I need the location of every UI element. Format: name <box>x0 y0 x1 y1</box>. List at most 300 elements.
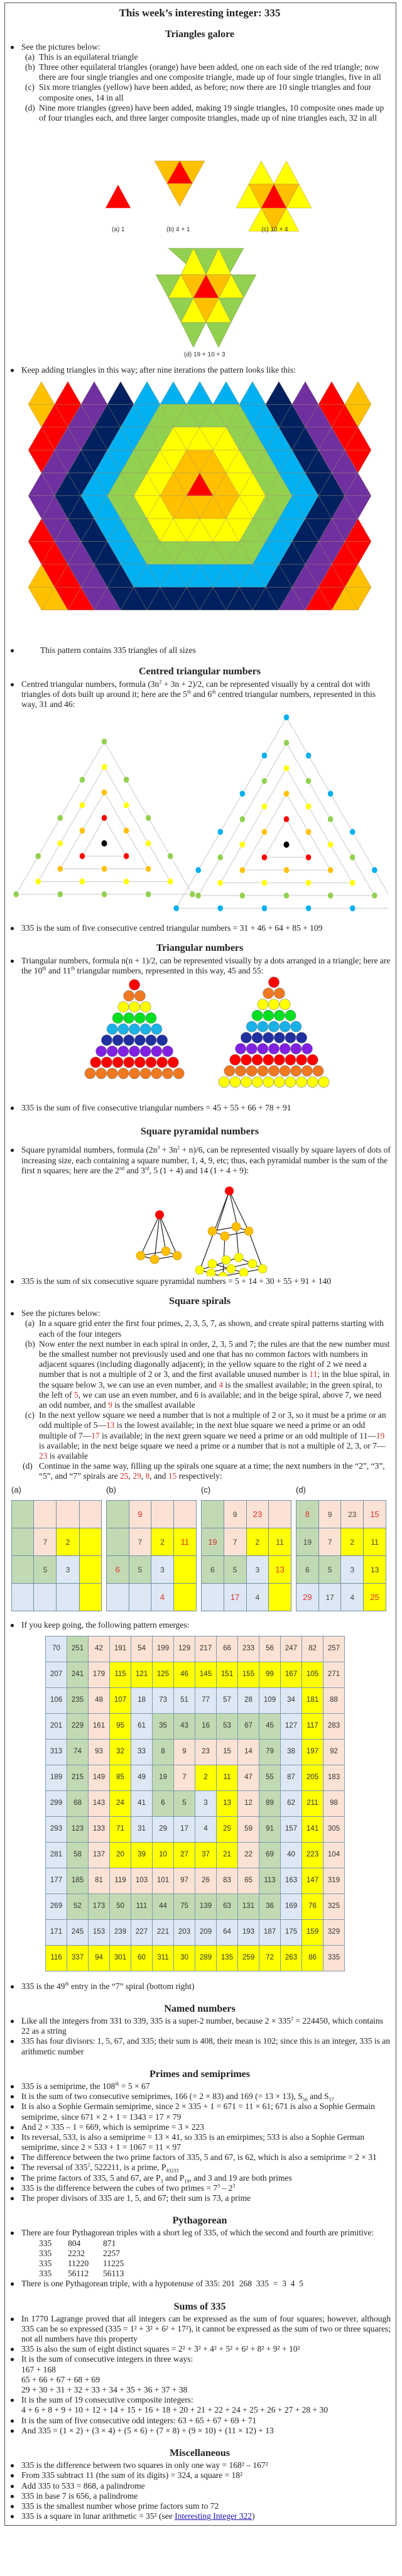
grid-cell: 22 <box>238 1842 259 1868</box>
grid-cell: 72 <box>259 1945 281 1971</box>
pyramid-figure <box>11 1176 388 1276</box>
centred-fact-list <box>9 923 391 933</box>
grid-cell: 74 <box>67 1739 89 1765</box>
triple-value: 335 <box>39 2248 52 2258</box>
grid-cell: 159 <box>302 1919 323 1945</box>
text: – 2 <box>220 2183 233 2193</box>
grid-cell: 133 <box>89 1816 110 1842</box>
centred-dots-icon <box>11 710 388 923</box>
grid-cell <box>269 1584 291 1611</box>
heading-named-numbers: Named numbers <box>164 2003 236 2014</box>
intro-text: See the pictures below: <box>21 1308 100 1318</box>
list-item: 335 is the smallest number whose prime factors sum to 72 <box>9 2501 391 2511</box>
triple-value: 804 <box>68 2238 81 2248</box>
spirals-list <box>9 1308 391 1481</box>
grid-cell: 86 <box>302 1945 323 1971</box>
grid-cell <box>173 1584 196 1611</box>
grid-cell: 235 <box>67 1687 89 1713</box>
triple-row <box>39 2249 391 2259</box>
article <box>4 3 396 2526</box>
triangle-d-icon <box>11 239 388 353</box>
grid-cell: 66 <box>217 1636 238 1662</box>
grid-cell: 68 <box>67 1790 89 1816</box>
text: respectively: <box>177 1471 222 1481</box>
text: + 3n + 2)/2, can be represented visually by a central dot with triangles of dots built up around it; here are the 5 <box>21 679 370 699</box>
grid-cell: 83 <box>217 1868 238 1894</box>
triple-row <box>39 2239 391 2249</box>
triangle-pattern-icon <box>11 375 388 645</box>
grid-cell: 21 <box>217 1842 238 1868</box>
text: Square pyramidal numbers, formula (2n <box>21 1145 158 1155</box>
list-item <box>9 1308 391 1481</box>
grid-cell: 151 <box>217 1662 238 1687</box>
step-label: (c) <box>25 82 35 92</box>
text: It is the sum of two consecutive semiprimes, 166 (= 2 × 83) and 169 (= 13 × 13), S <box>21 2091 303 2102</box>
spiral-example-a <box>11 1485 102 1611</box>
grid-cell: 207 <box>46 1662 67 1687</box>
list-item: 335 is the sum of six consecutive square pyramidal numbers = 5 + 14 + 30 + 55 + 91 + 140 <box>9 1276 391 1286</box>
list-item <box>9 2511 391 2521</box>
grid-cell: 209 <box>195 1919 217 1945</box>
list-item <box>9 2173 391 2183</box>
triangles-list <box>9 42 391 124</box>
text: + 3n <box>160 1145 178 1155</box>
grid-cell: 143 <box>89 1790 110 1816</box>
list-item <box>9 1145 391 1176</box>
grid-cell: 64 <box>217 1919 238 1945</box>
grid-cell <box>173 1556 196 1584</box>
heading-sums: Sums of 335 <box>173 2301 226 2312</box>
grid-cell: 5 <box>318 1556 341 1584</box>
highlight-number: 25 <box>119 1471 129 1481</box>
grid-cell: 57 <box>217 1687 238 1713</box>
text: The reversal of 335 <box>21 2162 88 2173</box>
grid-cell: 283 <box>323 1713 345 1739</box>
grid-cell: 37 <box>195 1842 217 1868</box>
grid-cell: 42 <box>89 1636 110 1662</box>
grid-cell: 25 <box>364 1584 386 1611</box>
highlight-number: 5 <box>73 1389 79 1400</box>
grid-cell: 6 <box>153 1790 174 1816</box>
highlight-number: 23 <box>39 1450 48 1461</box>
grid-cell: 189 <box>46 1765 67 1790</box>
interesting-integer-322-link[interactable]: Interesting Integer 322 <box>175 2511 253 2521</box>
triangles-figure-icon <box>11 123 388 239</box>
list-item <box>9 2395 391 2415</box>
grid-cell: 7 <box>34 1528 57 1556</box>
sup: th <box>42 965 46 972</box>
pyramid-dots-icon <box>11 1176 388 1276</box>
grid-cell: 131 <box>238 1894 259 1919</box>
grid-cell: 91 <box>259 1816 281 1842</box>
grid-cell: 197 <box>302 1739 323 1765</box>
named-list <box>9 2016 391 2057</box>
text: is available; in the next green square we need a prime or an odd multiple of 11— <box>99 1430 376 1440</box>
grid-cell <box>57 1501 79 1528</box>
highlight-number: 17 <box>91 1430 100 1440</box>
grid-cell <box>79 1584 101 1611</box>
grid-cell: 6 <box>107 1556 129 1584</box>
triple-value: 11220 <box>68 2258 89 2268</box>
grid-cell: 25 <box>217 1816 238 1842</box>
list-item: Keep adding triangles in this way; after nine iterations the pattern looks like this: <box>9 365 391 375</box>
grid-cell: 11 <box>364 1528 386 1556</box>
list-item <box>9 2354 391 2395</box>
triple-value: 335 <box>39 2269 52 2279</box>
grid-cell <box>269 1501 291 1528</box>
grid-cell: 32 <box>110 1739 131 1765</box>
grid-cell: 337 <box>67 1945 89 1971</box>
grid-cell: 201 <box>46 1713 67 1739</box>
grid-cell: 46 <box>174 1662 195 1687</box>
grid-cell: 4 <box>151 1584 174 1611</box>
grid-cell: 109 <box>259 1687 281 1713</box>
sup: 2 <box>290 2015 293 2022</box>
grid-cell: 65 <box>238 1868 259 1894</box>
grid-cell: 51 <box>174 1687 195 1713</box>
example-label: (d) <box>296 1485 306 1495</box>
list-item <box>9 679 391 710</box>
triple-value: 2257 <box>103 2248 120 2258</box>
grid-cell: 4 <box>246 1584 269 1611</box>
text: 335 is a square in lunar arithmetic = 35² (see <box>21 2511 175 2521</box>
centred-list <box>9 679 391 710</box>
list-item <box>9 2228 391 2279</box>
grid-cell: 203 <box>174 1919 195 1945</box>
grid-cell: 103 <box>131 1868 153 1894</box>
grid-cell: 19 <box>153 1765 174 1790</box>
grid-cell: 8 <box>153 1739 174 1765</box>
grid-cell: 76 <box>302 1894 323 1919</box>
grid-cell: 199 <box>153 1636 174 1662</box>
grid-cell: 92 <box>323 1739 345 1765</box>
triple-value: 335 <box>39 2258 52 2268</box>
example-label: (b) <box>106 1485 116 1495</box>
grid-cell <box>57 1584 79 1611</box>
list-item: There is one Pythagorean triple, with a hypotenuse of 335: 201 268 335 = 3 4 5 <box>9 2279 391 2289</box>
grid-cell: 94 <box>89 1945 110 1971</box>
text: It is the sum of consecutive integers in three ways: <box>21 2354 193 2364</box>
grid-cell: 221 <box>153 1919 174 1945</box>
text: ) <box>252 2511 255 2521</box>
centred-triangle-figure <box>11 710 388 923</box>
grid-cell: 177 <box>46 1868 67 1894</box>
step-item <box>25 52 391 62</box>
triple-row <box>39 2269 391 2279</box>
list-item <box>9 2081 391 2091</box>
keep-going-list <box>9 1620 391 1630</box>
grid-cell: 271 <box>323 1662 345 1687</box>
sub: 43233 <box>166 2168 179 2174</box>
pythagorean-list <box>9 2228 391 2289</box>
grid-cell: 34 <box>281 1687 302 1713</box>
step-text: Three other equilateral triangles (orange) have been added, one on each side of the red triangle; now there are four single triangles and one composite triangle, made up of four single triangles, five in all <box>39 62 381 82</box>
text: and S <box>307 2091 329 2102</box>
highlight-number: 13 <box>106 1420 115 1430</box>
grid-cell: 171 <box>46 1919 67 1945</box>
grid-cell: 26 <box>195 1868 217 1894</box>
sup: rd <box>144 1165 149 1171</box>
grid-cell: 16 <box>195 1713 217 1739</box>
caption-c: (c) 10 + 4 <box>261 226 288 234</box>
grid-cell <box>129 1584 151 1611</box>
triple-value: 2232 <box>68 2248 85 2258</box>
caption-b: (b) 4 + 1 <box>166 226 190 234</box>
triangles-abc-figure <box>11 123 388 239</box>
list-item: If you keep going, the following pattern emerges: <box>9 1620 391 1630</box>
step-text <box>39 1410 386 1461</box>
grid-cell: 13 <box>364 1556 386 1584</box>
grid-cell: 111 <box>131 1894 153 1919</box>
grid-cell: 245 <box>67 1919 89 1945</box>
triple-value: 335 <box>39 2238 52 2248</box>
grid-cell: 7 <box>174 1765 195 1790</box>
step-label: (a) <box>25 1318 35 1329</box>
grid-cell: 7 <box>129 1528 151 1556</box>
list-item: 335 has four divisors: 1, 5, 67, and 335; their sum is 408, their mean is 102; since this is an integer, 335 is an arithmetic number <box>9 2036 391 2056</box>
grid-cell: 179 <box>89 1662 110 1687</box>
text: is the smallest available; in the green spiral, to the left of <box>39 1379 383 1400</box>
grid-cell: 6 <box>296 1556 319 1584</box>
grid-cell: 23 <box>195 1739 217 1765</box>
heading-square-spirals: Square spirals <box>169 1296 231 1307</box>
grid-cell: 187 <box>259 1919 281 1945</box>
grid-cell: 17 <box>224 1584 246 1611</box>
step-item <box>25 82 391 102</box>
grid-cell <box>79 1501 101 1528</box>
text: It is the sum of 19 consecutive composite integers: <box>21 2395 193 2405</box>
grid-cell: 63 <box>217 1894 238 1919</box>
consecutive-sums <box>21 2365 391 2396</box>
text: , <box>128 1471 133 1481</box>
sup: th <box>65 1981 69 1987</box>
grid-cell: 35 <box>153 1713 174 1739</box>
grid-cell: 58 <box>67 1842 89 1868</box>
grid-cell: 60 <box>131 1945 153 1971</box>
text: Like all the integers from 331 to 339, 335 is a super-2 number, because 2 × 335 <box>21 2016 291 2026</box>
grid-cell: 77 <box>195 1687 217 1713</box>
sup: th <box>115 2081 119 2087</box>
grid-cell: 3 <box>57 1556 79 1584</box>
spiral-example-d <box>296 1485 386 1611</box>
grid-cell: 191 <box>110 1636 131 1662</box>
grid-cell: 311 <box>153 1945 174 1971</box>
step-a <box>25 1318 391 1339</box>
grid-cell: 67 <box>238 1713 259 1739</box>
triangles-d-figure <box>11 239 388 365</box>
text: + n)/6, can be represented visually by square layers of dots of increasing size, each containing a square number, 1, 4, 9, etc; thus, each pyramidal number is the sum of the first n squares; here are the 2 <box>21 1145 391 1175</box>
text: Now enter the next number in each spiral in order, 2, 3, 5 and 7; the rules are that the new number must be the smallest number not previously used and one that has no common factors with numbers in adjacent squares (including diagonally adjacent); in the yellow square to the right of 2 we need a number that is not a multiple of 2 or 3, and the first available unused number is <box>39 1339 390 1379</box>
text: and P <box>163 2173 185 2183</box>
grid-cell: 52 <box>67 1894 89 1919</box>
grid-cell: 251 <box>67 1636 89 1662</box>
grid-cell: 5 <box>174 1790 195 1816</box>
list-item: It is the sum of five consecutive odd integers: 63 + 65 + 67 + 69 + 71 <box>9 2416 391 2426</box>
grid-cell: 211 <box>302 1790 323 1816</box>
step-text <box>39 1339 389 1410</box>
example-label: (a) <box>11 1485 21 1495</box>
grid-cell: 175 <box>281 1919 302 1945</box>
text: is available <box>47 1450 88 1461</box>
grid-cell: 123 <box>67 1816 89 1842</box>
sup: th <box>187 689 192 695</box>
list-item <box>9 42 391 124</box>
page-title: This week’s interesting integer: 335 <box>119 7 281 19</box>
grid-cell: 47 <box>238 1765 259 1790</box>
grid-cell: 4 <box>195 1816 217 1842</box>
grid-cell: 155 <box>238 1662 259 1687</box>
list-item <box>9 2091 391 2102</box>
grid-cell <box>34 1584 57 1611</box>
list-item: And 2 × 335 – 1 = 669, which is semiprime = 3 × 223 <box>9 2122 391 2132</box>
grid-cell: 29 <box>153 1816 174 1842</box>
list-item: 335 is the sum of five consecutive triangular numbers = 45 + 55 + 66 + 78 + 91 <box>9 1103 391 1113</box>
grid-cell: 4 <box>341 1584 364 1611</box>
grid-cell: 259 <box>238 1945 259 1971</box>
list-item: 335 in base 7 is 656, a palindrome <box>9 2491 391 2501</box>
grid-cell: 141 <box>302 1816 323 1842</box>
step-label: (d) <box>25 102 35 112</box>
text: centred triangular numbers, represented in this way, 31 and 46: <box>21 689 376 710</box>
grid-cell: 121 <box>131 1662 153 1687</box>
list-item: From 335 subtract 11 (the sum of its digits) = 324, a square = 18² <box>9 2470 391 2480</box>
grid-cell: 185 <box>67 1868 89 1894</box>
grid-cell: 127 <box>281 1713 302 1739</box>
grid-cell: 173 <box>89 1894 110 1919</box>
triple-value: 56113 <box>103 2269 124 2279</box>
pyramidal-list <box>9 1145 391 1176</box>
grid-cell: 5 <box>224 1556 246 1584</box>
grid-cell: 93 <box>89 1739 110 1765</box>
triple-value: 56112 <box>68 2269 89 2279</box>
heading-misc: Miscellaneous <box>170 2447 230 2458</box>
grid-cell: 319 <box>323 1868 345 1894</box>
text: The prime factors of 335, 5 and 67, are P <box>21 2173 161 2183</box>
grid-cell <box>202 1501 224 1528</box>
grid-cell: 82 <box>302 1636 323 1662</box>
sup: nd <box>119 1165 124 1171</box>
grid-cell: 61 <box>131 1713 153 1739</box>
heading-triangular: Triangular numbers <box>156 943 244 954</box>
text: and 3 <box>124 1165 145 1175</box>
grid-cell: 5 <box>34 1556 57 1584</box>
steps-list <box>21 52 391 123</box>
grid-cell: 29 <box>296 1584 319 1611</box>
grid-cell: 59 <box>238 1816 259 1842</box>
grid-cell: 6 <box>202 1556 224 1584</box>
grid-cell <box>12 1501 34 1528</box>
step-d <box>25 1461 391 1481</box>
step-text: In a square grid enter the first four primes, 2, 3, 5, 7, as shown, and create spiral patterns starting with each of the four integers <box>39 1318 384 1339</box>
grid-cell: 135 <box>217 1945 238 1971</box>
grid-cell: 8 <box>296 1501 319 1528</box>
grid-cell: 17 <box>318 1584 341 1611</box>
grid-cell: 9 <box>129 1501 151 1528</box>
triple-value: 871 <box>103 2238 116 2248</box>
grid-cell <box>34 1501 57 1528</box>
highlight-number: 9 <box>108 1400 112 1410</box>
text: = 224450, which contains 22 as a string <box>21 2016 383 2036</box>
grid-cell: 101 <box>153 1868 174 1894</box>
grid-cell: 88 <box>323 1687 345 1713</box>
grid-cell: 257 <box>323 1636 345 1662</box>
highlight-number: 29 <box>133 1471 141 1481</box>
grid-cell: 183 <box>323 1765 345 1790</box>
grid-cell: 13 <box>217 1790 238 1816</box>
grid-cell: 119 <box>110 1868 131 1894</box>
spiral-grid <box>45 1636 345 1971</box>
sup: th <box>70 965 75 972</box>
sub: 56 <box>302 2096 308 2103</box>
heading-triangles-galore: Triangles galore <box>165 29 235 40</box>
grid-cell: 167 <box>281 1662 302 1687</box>
grid-cell: 105 <box>302 1662 323 1687</box>
step-text: Six more triangles (yellow) have been added, as before; now there are 10 single triangles and four composite ones, 14 in all <box>39 82 371 102</box>
grid-cell: 161 <box>89 1713 110 1739</box>
spiral-fact-list <box>9 1981 391 1992</box>
spiral-steps <box>21 1318 391 1481</box>
sup: 3 <box>217 2183 220 2189</box>
sum-line: 29 + 30 + 31 + 32 + 33 + 34 + 35 + 36 + 37 + 38 <box>21 2385 188 2395</box>
grid-cell: 18 <box>131 1687 153 1713</box>
spiral-example-b <box>106 1485 197 1611</box>
grid-cell: 239 <box>110 1919 131 1945</box>
grid-cell: 2 <box>57 1528 79 1556</box>
grid-cell: 15 <box>364 1501 386 1528</box>
grid-cell: 44 <box>153 1894 174 1919</box>
list-item: Its reversal, 533, is also a semiprime = 13 × 41, so 335 is an emirpimes; 533 is also a Sophie German semiprime, since 2 × 533 + 1 = 1067 = 11 × 97 <box>9 2132 391 2152</box>
grid-cell: 99 <box>259 1662 281 1687</box>
sup: 2 <box>87 2162 90 2168</box>
grid-cell: 41 <box>131 1790 153 1816</box>
text: 335 is the 49 <box>21 1981 65 1991</box>
example-label: (c) <box>201 1485 211 1495</box>
grid-cell <box>151 1501 174 1528</box>
grid-cell: 263 <box>281 1945 302 1971</box>
grid-cell: 247 <box>281 1636 302 1662</box>
grid-cell: 329 <box>323 1919 345 1945</box>
grid-cell: 149 <box>89 1765 110 1790</box>
text: , we can use an even number, and 6 is available; and in the beige spiral, above 7, we need an odd number, and <box>39 1389 382 1410</box>
grid-cell: 33 <box>131 1739 153 1765</box>
grid-cell: 38 <box>281 1739 302 1765</box>
grid-cell: 24 <box>110 1790 131 1816</box>
highlight-number: 15 <box>168 1471 177 1481</box>
text: is the lowest available; in the next blue square we need a prime or an odd multiple of 7— <box>39 1420 366 1440</box>
grid-cell: 3 <box>151 1556 174 1584</box>
grid-cell: 11 <box>173 1528 196 1556</box>
grid-cell: 153 <box>89 1919 110 1945</box>
grid-cell: 2 <box>246 1528 269 1556</box>
keep-adding-list <box>9 365 391 375</box>
pyramidal-fact-list <box>9 1276 391 1286</box>
sum-line: 167 + 168 <box>21 2364 56 2374</box>
step-text: Nine more triangles (green) have been added, making 19 single triangles, 10 composite ones made up of four triangles each, and three larger composite triangles, made up of nine triangles each, 32 in all <box>39 102 384 123</box>
grid-cell: 17 <box>174 1816 195 1842</box>
grid-cell: 5 <box>129 1556 151 1584</box>
grid-cell: 227 <box>131 1919 153 1945</box>
grid-cell: 95 <box>110 1713 131 1739</box>
list-item: It is also a Sophie Germain semiprime, since 2 × 335 + 1 = 671 = 11 × 61; 671 is also a Sophie Germain semiprime, since 671 × 2 + 1 = 1343 = 17 × 79 <box>9 2102 391 2122</box>
grid-cell: 36 <box>259 1894 281 1919</box>
text: Centred triangular numbers, formula (3n <box>21 679 160 689</box>
grid-cell: 325 <box>323 1894 345 1919</box>
text: , 522211, is a prime, P <box>90 2162 166 2173</box>
spiral-examples <box>11 1485 391 1611</box>
grid-cell: 241 <box>67 1662 89 1687</box>
grid-cell <box>12 1556 34 1584</box>
grid-cell: 301 <box>110 1945 131 1971</box>
